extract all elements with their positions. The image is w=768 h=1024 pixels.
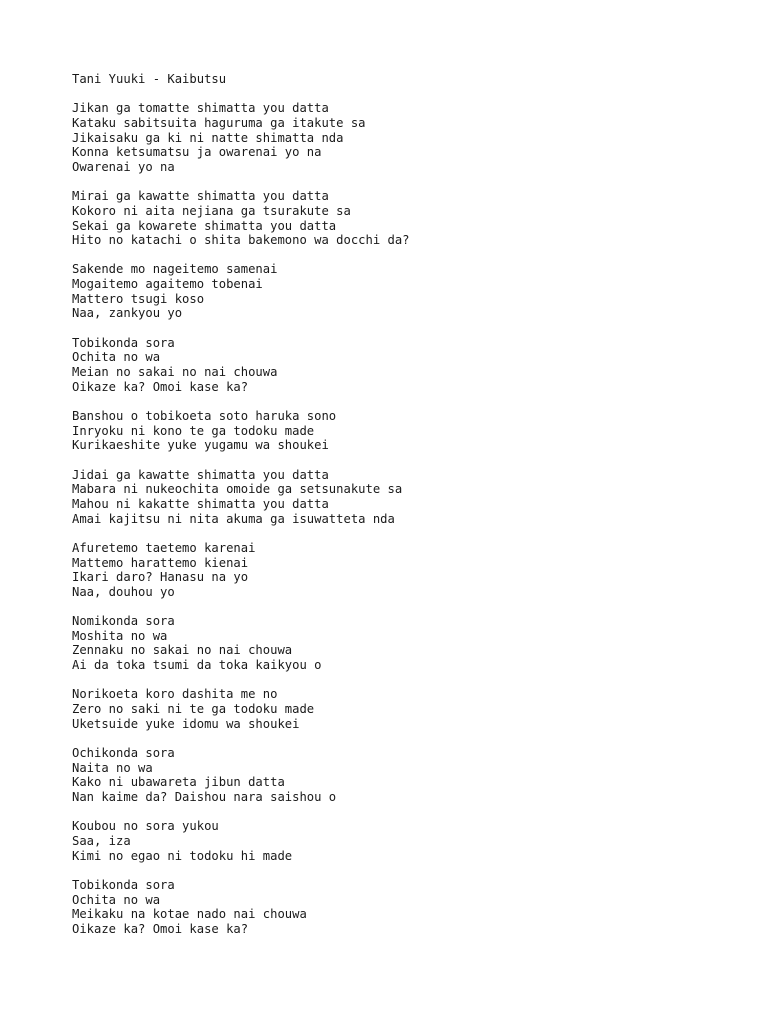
lyrics-line: Saa, iza <box>72 833 131 848</box>
lyrics-line: Zero no saki ni te ga todoku made <box>72 702 315 717</box>
lyrics-line: Nan kaime da? Daishou nara saishou o <box>72 790 337 804</box>
lyrics-line: Hito no katachi o shita bakemono wa docchi da? <box>72 233 410 248</box>
lyrics-line: Mirai ga kawatte shimatta you datta <box>72 189 329 204</box>
lyrics-line: Kako ni ubawareta jibun datta <box>72 775 285 790</box>
lyrics-line: Kokoro ni aita nejiana ga tsurakute sa <box>72 203 351 218</box>
lyrics-line: Koubou no sora yukou <box>72 819 219 834</box>
lyrics-stanza <box>72 541 732 600</box>
lyrics-line: Naita no wa <box>72 760 153 775</box>
lyrics-stanza <box>72 409 732 453</box>
lyrics-stanza <box>72 101 732 174</box>
lyrics-stanza <box>72 819 732 863</box>
lyrics-stanza <box>72 878 732 937</box>
lyrics-stanza <box>72 336 732 395</box>
lyrics-line: Jidai ga kawatte shimatta you datta <box>72 467 329 482</box>
lyrics-line: Konna ketsumatsu ja owarenai yo na <box>72 145 322 160</box>
lyrics-line: Amai kajitsu ni nita akuma ga isuwatteta nda <box>72 511 395 526</box>
lyrics-line: Tobikonda sora <box>72 335 175 350</box>
lyrics-line: Ochikonda sora <box>72 746 175 761</box>
lyrics-line: Norikoeta koro dashita me no <box>72 687 278 702</box>
lyrics-document <box>72 72 732 951</box>
lyrics-line: Meian no sakai no nai chouwa <box>72 365 278 380</box>
lyrics-line: Ikari daro? Hanasu na yo <box>72 570 249 585</box>
lyrics-line: Kurikaeshite yuke yugamu wa shoukei <box>72 438 329 453</box>
lyrics-line: Sakende mo nageitemo samenai <box>72 262 278 277</box>
lyrics-line: Afuretemo taetemo karenai <box>72 540 256 555</box>
lyrics-line: Uketsuide yuke idomu wa shoukei <box>72 716 300 731</box>
lyrics-line: Inryoku ni kono te ga todoku made <box>72 423 315 438</box>
lyrics-body <box>72 101 732 936</box>
lyrics-line: Sekai ga kowarete shimatta you datta <box>72 218 337 233</box>
lyrics-line: Oikaze ka? Omoi kase ka? <box>72 921 249 936</box>
lyrics-line: Zennaku no sakai no nai chouwa <box>72 643 293 658</box>
lyrics-line: Mattero tsugi koso <box>72 291 205 306</box>
lyrics-line: Kimi no egao ni todoku hi made <box>72 848 293 863</box>
lyrics-line: Jikan ga tomatte shimatta you datta <box>72 101 329 116</box>
lyrics-line: Owarenai yo na <box>72 159 175 174</box>
lyrics-stanza <box>72 189 732 248</box>
lyrics-line: Naa, douhou yo <box>72 584 175 599</box>
lyrics-line: Meikaku na kotae nado nai chouwa <box>72 907 307 922</box>
lyrics-line: Nomikonda sora <box>72 614 175 629</box>
lyrics-line: Mogaitemo agaitemo tobenai <box>72 277 263 292</box>
lyrics-line: Mattemo harattemo kienai <box>72 555 249 570</box>
document-title: Tani Yuuki - Kaibutsu <box>72 72 227 86</box>
lyrics-line: Mahou ni kakatte shimatta you datta <box>72 496 329 511</box>
lyrics-line: Mabara ni nukeochita omoide ga setsunakute sa <box>72 482 403 497</box>
lyrics-line: Moshita no wa <box>72 628 168 643</box>
lyrics-line: Kataku sabitsuita haguruma ga itakute sa <box>72 115 366 130</box>
lyrics-line: Oikaze ka? Omoi kase ka? <box>72 379 249 394</box>
lyrics-stanza <box>72 614 732 673</box>
lyrics-line: Ai da toka tsumi da toka kaikyou o <box>72 658 322 673</box>
lyrics-stanza <box>72 746 732 805</box>
lyrics-stanza <box>72 468 732 527</box>
lyrics-line: Tobikonda sora <box>72 877 175 892</box>
lyrics-line: Naa, zankyou yo <box>72 306 183 321</box>
lyrics-stanza <box>72 262 732 321</box>
lyrics-stanza <box>72 687 732 731</box>
lyrics-line: Jikaisaku ga ki ni natte shimatta nda <box>72 130 344 145</box>
lyrics-line: Banshou o tobikoeta soto haruka sono <box>72 409 337 424</box>
lyrics-line: Ochita no wa <box>72 350 161 365</box>
lyrics-line: Ochita no wa <box>72 892 161 907</box>
